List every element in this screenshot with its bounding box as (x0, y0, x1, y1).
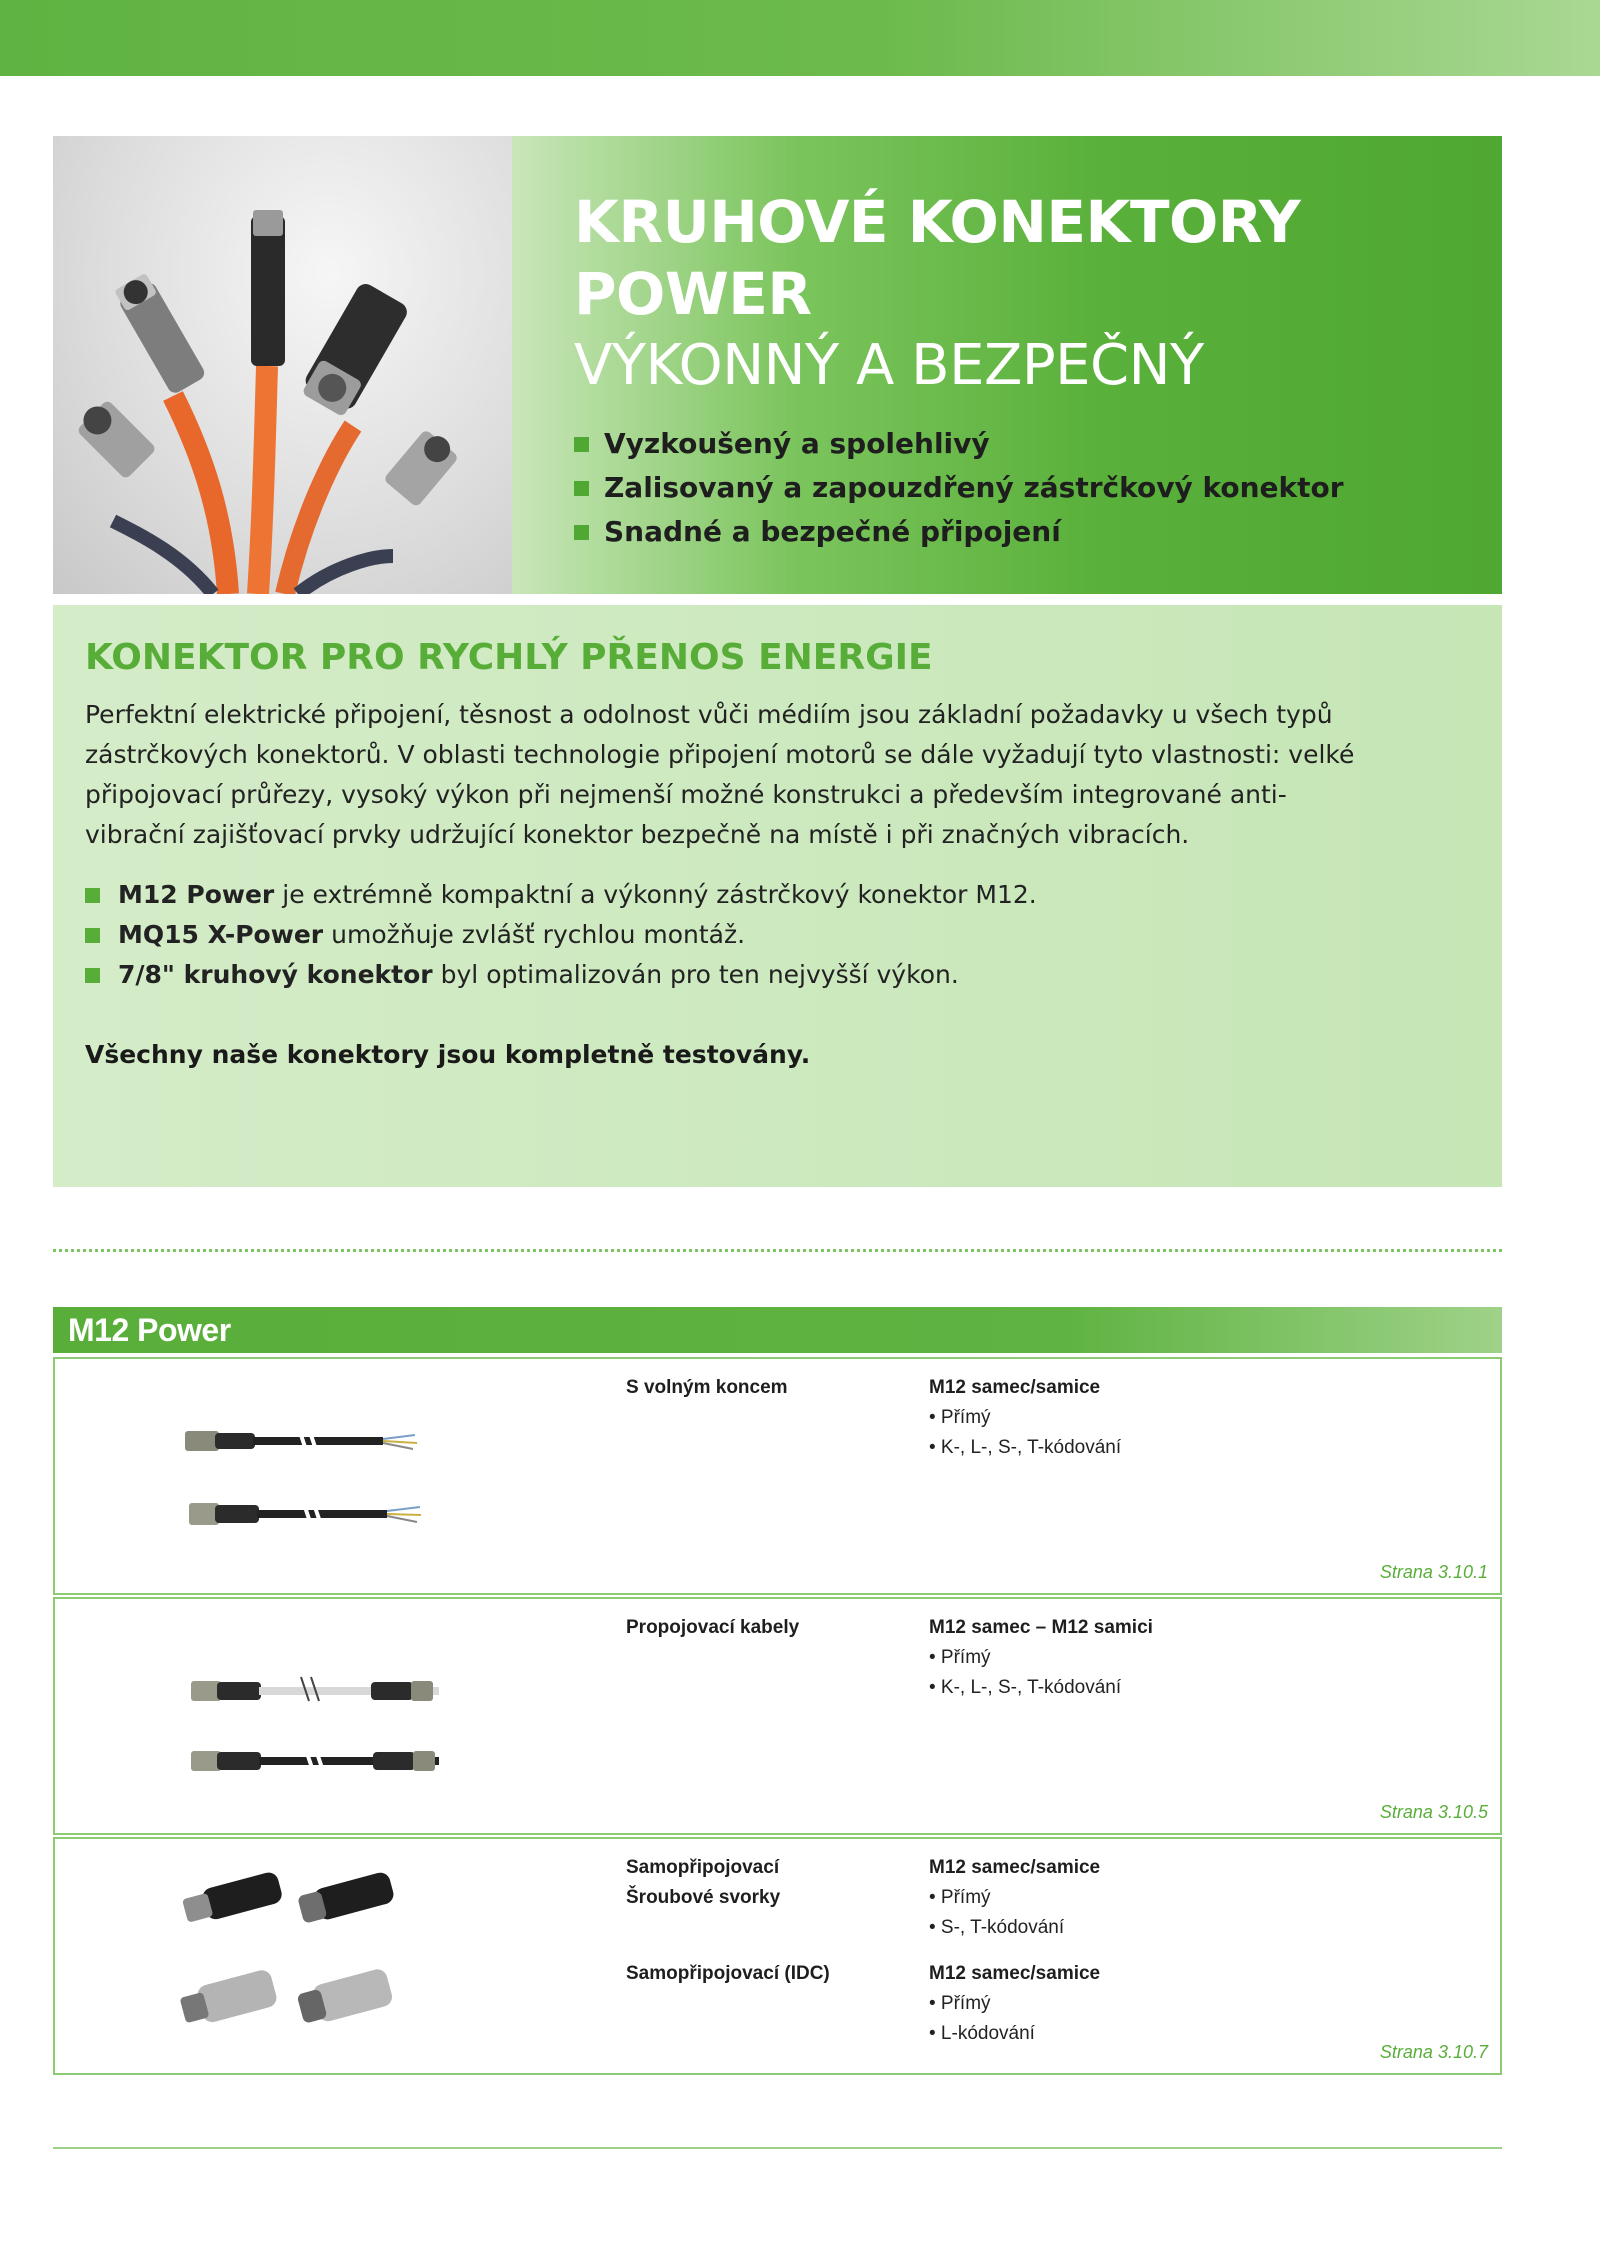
spec-item: • Přímý (929, 1647, 991, 1668)
square-bullet-icon (574, 437, 589, 452)
page-reference: Strana 3.10.1 (1379, 1562, 1488, 1582)
page-reference: Strana 3.10.5 (1379, 1802, 1488, 1822)
spec-item: • Přímý (929, 1887, 991, 1908)
screw-terminal-male (181, 1870, 284, 1926)
cable-female-open-end (189, 1501, 421, 1525)
info-feature-item: MQ15 X-Power umožňuje zvlášť rychlou montáž. (85, 915, 1470, 955)
hero-subtitle: VÝKONNÝ A BEZPEČNÝ (574, 333, 1204, 398)
spec-heading: M12 samec/samice (929, 1377, 1101, 1398)
square-bullet-icon (85, 888, 100, 903)
spec-heading: M12 samec – M12 samici (929, 1617, 1153, 1638)
idc-female (296, 1967, 395, 2028)
product-card (53, 1357, 1502, 1595)
spec-item: • S-, T-kódování (929, 1917, 1065, 1938)
hero-text-panel (512, 136, 1502, 594)
spec-item: • Přímý (929, 1407, 991, 1428)
spec-item: • K-, L-, S-, T-kódování (929, 1437, 1122, 1458)
product-card (53, 1597, 1502, 1835)
top-green-bar (0, 0, 1600, 76)
product-specs (929, 1373, 1121, 1463)
spec-heading: M12 samec/samice (929, 1963, 1101, 1984)
info-final-statement: Všechny naše konektory jsou kompletně testovány. (85, 1040, 811, 1069)
page-reference: Strana 3.10.7 (1379, 2042, 1488, 2062)
square-bullet-icon (85, 928, 100, 943)
idc-male (178, 1968, 279, 2029)
product-specs (929, 1853, 1100, 1943)
product-type-line: Šroubové svorky (626, 1887, 781, 1908)
square-bullet-icon (85, 968, 100, 983)
cable-male-open-end (185, 1429, 417, 1453)
bottom-divider (53, 2147, 1502, 2149)
spec-item: • K-, L-, S-, T-kódování (929, 1677, 1122, 1698)
info-box (53, 605, 1502, 1187)
square-bullet-icon (574, 481, 589, 496)
hero-bullet: Zalisovaný a zapouzdřený zástrčkový konektor (574, 466, 1442, 510)
product-type: Samopřipojovací (IDC) (626, 1963, 830, 1984)
product-type-line: Samopřipojovací (626, 1857, 780, 1878)
patch-cable-image (115, 1599, 475, 1833)
spec-item: • Přímý (929, 1993, 991, 2014)
product-type: S volným koncem (626, 1377, 788, 1398)
patch-cable-grey (191, 1677, 439, 1701)
info-feature-item: M12 Power je extrémně kompaktní a výkonný zástrčkový konektor M12. (85, 875, 1470, 915)
spec-item: • L-kódování (929, 2023, 1035, 2044)
patch-cable-black (191, 1747, 439, 1771)
product-type: Propojovací kabely (626, 1617, 800, 1638)
hero-title-line-2: POWER (574, 260, 812, 328)
product-specs (929, 1613, 1153, 1703)
info-paragraph: Perfektní elektrické připojení, těsnost a odolnost vůči médiím jsou základní požadavky u všech typů zástrčkových konektorů. V oblasti technologie připojení motorů se dále vyžadují tyto vlastnosti: velké připojovací průřezy, vysoký výkon při nejmenší možné konstrukci a především integrované anti-vibrační zajišťovací prvky udržující konektor bezpečně na místě i při značných vibracích. (85, 700, 1355, 849)
info-feature-list (85, 875, 1470, 995)
connectors-photo (53, 136, 512, 594)
info-feature-item: 7/8" kruhový konektor byl optimalizován pro ten nejvyšší výkon. (85, 955, 1470, 995)
spec-heading: M12 samec/samice (929, 1857, 1101, 1878)
info-heading: KONEKTOR PRO RYCHLÝ PŘENOS ENERGIE (85, 637, 933, 678)
product-card (53, 1837, 1502, 2075)
hero-bullet: Vyzkoušený a spolehlivý (574, 422, 1442, 466)
hero-title-line-1: KRUHOVÉ KONEKTORY (574, 188, 1301, 256)
cable-open-end-image (115, 1359, 475, 1593)
screw-terminal-female (297, 1870, 396, 1925)
hero-bullet-list (574, 422, 1442, 554)
section-title-bar: M12 Power (53, 1307, 1502, 1353)
square-bullet-icon (574, 525, 589, 540)
field-attachable-connectors-image (115, 1839, 475, 2073)
product-specs (929, 1959, 1100, 2049)
hero-bullet: Snadné a bezpečné připojení (574, 510, 1442, 554)
dotted-divider (53, 1249, 1502, 1252)
hero-banner (53, 136, 1502, 594)
product-type (626, 1853, 780, 1913)
